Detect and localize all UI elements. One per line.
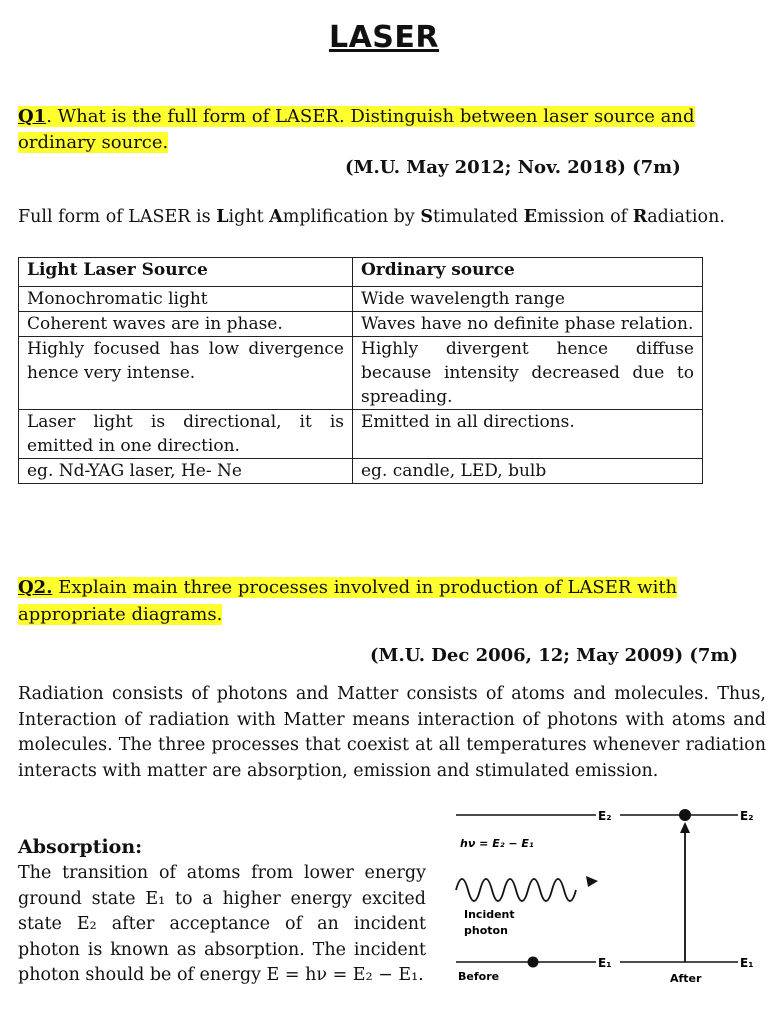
- full-form-prefix: Full form of LASER is: [18, 207, 217, 227]
- table-cell-laser: Laser light is directional, it is emitted in one direction.: [19, 410, 353, 459]
- full-form-word: mission of: [536, 207, 633, 227]
- table-cell-laser: Monochromatic light: [19, 287, 353, 312]
- question-1-highlight: [18, 106, 695, 153]
- full-form-initial: E: [523, 207, 537, 227]
- table-cell-ordinary: eg. candle, LED, bulb: [353, 459, 703, 484]
- full-form-word: mplification by: [282, 207, 421, 227]
- intro-paragraph: Radiation consists of photons and Matter consists of atoms and molecules. Thus, Interaction of radiation with Matter means interaction of photons with atoms and molecules. The three processes that coexist at all temperatures whenever radiation interacts with matter are absorption, emission and stimulated emission.: [18, 684, 766, 781]
- question-2-number: Q2.: [18, 577, 53, 598]
- question-1-number: Q1: [18, 106, 47, 127]
- incident-label-line2: photon: [464, 924, 508, 937]
- table-header-laser: Light Laser Source: [19, 258, 353, 287]
- full-form-initial: R: [632, 207, 648, 227]
- question-1-source: (M.U. May 2012; Nov. 2018) (7m): [345, 157, 681, 178]
- question-2: [18, 574, 753, 628]
- comparison-table: [18, 257, 703, 484]
- question-2-text: Explain main three processes involved in production of LASER with appropriate diagrams.: [18, 577, 678, 625]
- table-cell-laser: Highly focused has low divergence hence very intense.: [19, 337, 353, 410]
- e1-label-right: E₁: [740, 956, 754, 970]
- full-form-word: adiation.: [647, 207, 725, 227]
- photon-wave-icon: [456, 879, 576, 901]
- absorption-heading: Absorption:: [18, 836, 143, 858]
- question-2-source: (M.U. Dec 2006, 12; May 2009) (7m): [370, 645, 738, 666]
- table-cell-ordinary: Highly divergent hence diffuse because intensity decreased due to spreading.: [353, 337, 703, 410]
- table-header-ordinary: Ordinary source: [353, 258, 703, 287]
- table-cell-laser: eg. Nd-YAG laser, He- Ne: [19, 459, 353, 484]
- before-label: Before: [458, 970, 500, 983]
- table-row: [19, 337, 703, 410]
- table-row: [19, 287, 703, 312]
- table-row: [19, 312, 703, 337]
- transition-arrow-head: [680, 822, 690, 833]
- e2-label-left: E₂: [598, 809, 612, 823]
- full-form-initial: L: [216, 207, 229, 227]
- full-form-word: timulated: [432, 207, 524, 227]
- e1-label-left: E₁: [598, 956, 612, 970]
- table-cell-laser: Coherent waves are in phase.: [19, 312, 353, 337]
- atom-before-dot: [528, 957, 539, 968]
- table-header-row: [19, 258, 703, 287]
- atom-after-dot: [679, 809, 691, 821]
- full-form-word: ight: [228, 207, 270, 227]
- incident-label-line1: Incident: [464, 908, 515, 921]
- table-cell-ordinary: Wide wavelength range: [353, 287, 703, 312]
- full-form-initial: A: [269, 207, 283, 227]
- table-cell-ordinary: Waves have no definite phase relation.: [353, 312, 703, 337]
- full-form-initial: S: [420, 207, 433, 227]
- energy-equation: hν = E₂ − E₁: [460, 837, 534, 850]
- question-1-text: . What is the full form of LASER. Distinguish between laser source and ordinary source.: [18, 106, 695, 153]
- table-cell-ordinary: Emitted in all directions.: [353, 410, 703, 459]
- absorption-diagram: [448, 800, 768, 1000]
- question-1: [18, 104, 753, 156]
- page-title: LASER: [328, 20, 440, 55]
- photon-arrow-head: [586, 876, 598, 887]
- question-2-highlight: [18, 577, 677, 625]
- table-row: [19, 459, 703, 484]
- after-label: After: [670, 972, 702, 985]
- table-row: [19, 410, 703, 459]
- e2-label-right: E₂: [740, 809, 754, 823]
- absorption-text: The transition of atoms from lower energy ground state E₁ to a higher energy excited state E₂ after acceptance of an incident photon is known as absorption. The incident photon should be of energy E = hν = E₂ − E₁.: [18, 863, 426, 985]
- full-form-line: [18, 207, 725, 227]
